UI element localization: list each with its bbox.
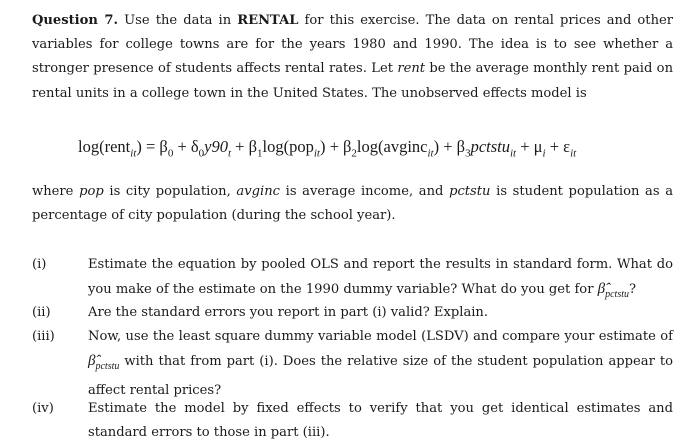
- part-text: Estimate the model by fixed effects to verify that you get identical estimates and standard errors to those in part (iii).: [88, 401, 673, 441]
- intro-text-c: be the average monthly rent paid on rental units in a college town in the United States. The unobserved effects model is: [32, 61, 674, 101]
- beta-hat-symbol: $\betâ_{pctstu}$: [597, 281, 629, 301]
- rent-variable: rent: [397, 61, 426, 77]
- dataset-name: RENTAL: [237, 13, 299, 28]
- part-ii: [32, 301, 673, 325]
- question-intro: [32, 9, 673, 106]
- part-text: Now, use the least square dummy variable model (LSDV) and compare your estimate of $\betâ_{pctstu}$ with that from part (i). Does the relative size of the student population appear to affect rental prices?: [88, 329, 673, 399]
- part-i: [32, 253, 673, 303]
- variable-definitions: where pop is city population, avginc is average income, and pctstu is student population as a percentage of city population (during the school year).: [32, 184, 674, 224]
- part-iii: [32, 325, 673, 397]
- intro-text-a: Use the data in: [124, 13, 232, 28]
- part-number: (iii): [32, 329, 55, 344]
- part-number: (i): [32, 257, 47, 272]
- model-equation: log(rent$_{it}$) = $\beta_0 + \delta_0y90_t + \beta_1\log(pop_{it})$ + $\beta_2\log(avginc_{it})$ + $\beta_3pctstu_{it} + \mu_i + \varepsilon_{it}$: [78, 137, 577, 160]
- part-text: Estimate the equation by pooled OLS and report the results in standard form. What do you make of the estimate on the 1990 dummy variable? What do you get for $\betâ_{pctstu}$?: [88, 257, 673, 301]
- part-iv: [32, 397, 673, 443]
- part-number: (ii): [32, 305, 51, 320]
- intro-text-b: for this exercise. The data on rental prices and other variables for college towns are for the years 1980 and 1990. The idea is to see whether a stronger presence of students affects rental rates. Let: [32, 13, 674, 77]
- beta-hat-symbol: $\betâ_{pctstu}$: [88, 353, 120, 373]
- question-label: Question 7.: [32, 13, 119, 28]
- part-text: Are the standard errors you report in part (i) valid? Explain.: [88, 305, 489, 320]
- part-number: (iv): [32, 401, 54, 416]
